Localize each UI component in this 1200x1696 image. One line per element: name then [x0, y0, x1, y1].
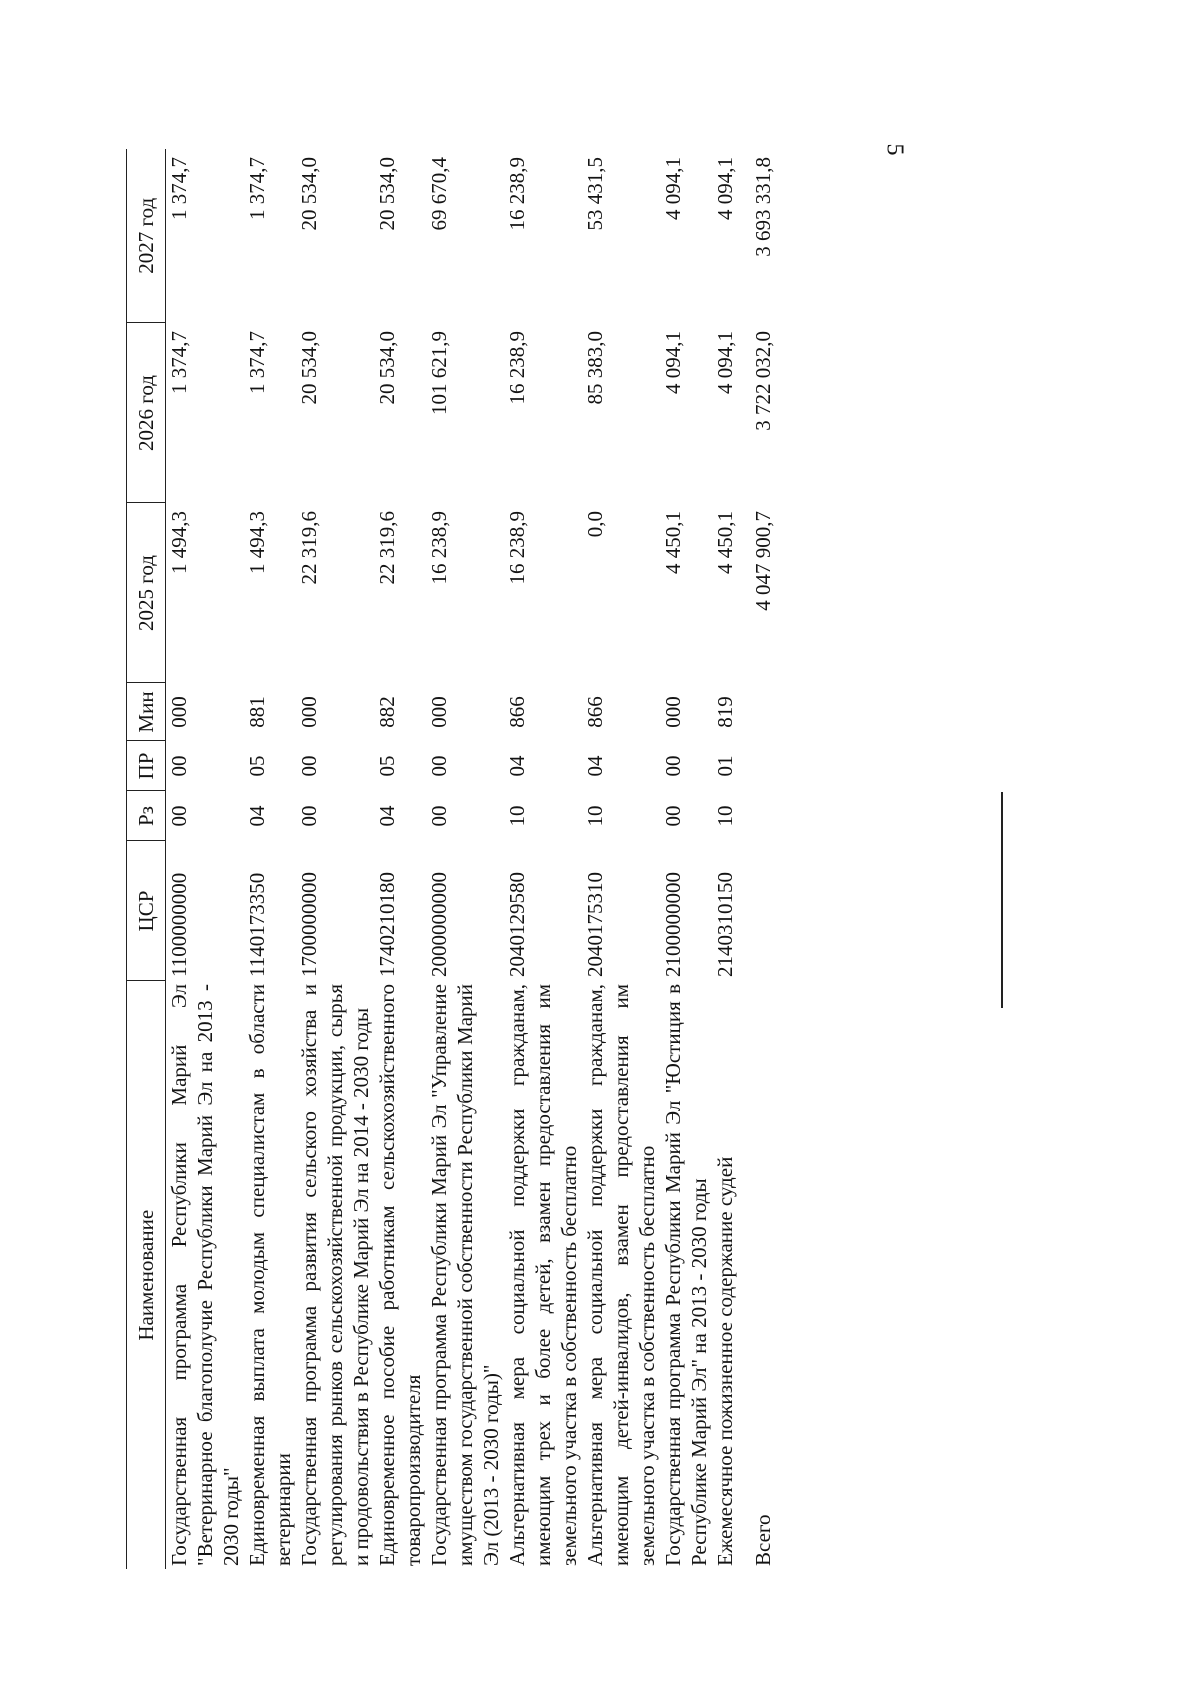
row-name: Альтернативная мера социальной поддержки гражданам, имеющим трех и более детей, взамен предоставления им земельного участка в собственность бесплатно	[505, 984, 581, 1566]
row-min: 000	[297, 696, 321, 728]
row-name: Государственная программа развития сельского хозяйства и регулирования рынков сельскохозяйственной продукции, сырья и продовольствия в Республике Марий Эл на 2014 - 2030 годы	[297, 984, 373, 1566]
row-rz: 00	[427, 805, 451, 827]
row-min: 881	[245, 696, 269, 728]
row-pr: 04	[505, 755, 529, 777]
row-csr: 1100000000	[167, 872, 191, 977]
row-2027: 16 238,9	[505, 157, 529, 231]
row-csr: 1140173350	[245, 872, 269, 977]
header-name: Наименование	[127, 981, 166, 1569]
row-csr: 1700000000	[297, 872, 321, 977]
row-pr: 04	[583, 755, 607, 777]
total-empty-rz	[738, 791, 776, 841]
row-pr: 00	[167, 755, 191, 777]
total-2026: 3 722 032,0	[751, 331, 775, 431]
table-row	[244, 149, 296, 1569]
table-header-row	[127, 149, 166, 1569]
header-2025: 2025 год	[127, 503, 166, 683]
row-2027: 20 534,0	[297, 157, 321, 231]
row-2026: 20 534,0	[375, 331, 399, 405]
row-name: Альтернативная мера социальной поддержки гражданам, имеющим детей-инвалидов, взамен предоставления им земельного участка в собственность бесплатно	[583, 984, 659, 1566]
budget-table-rotated	[126, 149, 956, 1569]
header-rz: Рз	[127, 791, 166, 841]
row-2025: 16 238,9	[505, 511, 529, 585]
row-2025: 1 494,3	[167, 511, 191, 574]
row-2026: 16 238,9	[505, 331, 529, 405]
row-2027: 1 374,7	[167, 157, 191, 220]
row-csr: 1740210180	[375, 872, 399, 977]
table-row	[504, 149, 582, 1569]
total-empty-csr	[738, 841, 776, 981]
row-min: 000	[661, 696, 685, 728]
table-row	[374, 149, 426, 1569]
row-2027: 69 670,4	[427, 157, 451, 231]
row-min: 000	[167, 696, 191, 728]
row-2026: 4 094,1	[661, 331, 685, 394]
row-2027: 4 094,1	[661, 157, 685, 220]
total-2027: 3 693 331,8	[751, 157, 775, 257]
row-2027: 20 534,0	[375, 157, 399, 231]
total-empty-min	[738, 683, 776, 741]
row-rz: 00	[661, 805, 685, 827]
table-row	[712, 149, 738, 1569]
header-min: Мин	[127, 683, 166, 741]
row-2027: 53 431,5	[583, 157, 607, 231]
row-pr: 00	[297, 755, 321, 777]
budget-table	[126, 149, 776, 1569]
table-row	[296, 149, 374, 1569]
row-2026: 4 094,1	[713, 331, 737, 394]
header-pr: ПР	[127, 741, 166, 791]
table-row	[582, 149, 660, 1569]
total-row	[738, 149, 776, 1569]
row-2027: 4 094,1	[713, 157, 737, 220]
row-csr: 2100000000	[661, 872, 685, 977]
row-name: Единовременная выплата молодым специалистам в области ветеринарии	[245, 984, 295, 1566]
row-csr: 2000000000	[427, 872, 451, 977]
row-pr: 05	[375, 755, 399, 777]
row-pr: 05	[245, 755, 269, 777]
row-name: Государственная программа Республики Марий Эл "Ветеринарное благополучие Республики Марий Эл на 2013 - 2030 годы"	[167, 984, 243, 1566]
header-2027: 2027 год	[127, 149, 166, 323]
row-rz: 10	[583, 805, 607, 827]
row-2025: 22 319,6	[297, 511, 321, 585]
header-2026: 2026 год	[127, 323, 166, 503]
row-name: Государственная программа Республики Марий Эл "Юстиция в Республике Марий Эл" на 2013 - 2030 годы	[661, 984, 711, 1566]
row-min: 866	[505, 696, 529, 728]
row-min: 882	[375, 696, 399, 728]
row-csr: 2040175310	[583, 872, 607, 977]
row-pr: 00	[661, 755, 685, 777]
row-name: Ежемесячное пожизненное содержание судей	[713, 1156, 737, 1566]
row-2025: 16 238,9	[427, 511, 451, 585]
row-min: 819	[713, 696, 737, 728]
row-rz: 04	[375, 805, 399, 827]
row-min: 000	[427, 696, 451, 728]
row-2026: 20 534,0	[297, 331, 321, 405]
end-rule-line	[1001, 792, 1003, 1008]
row-csr: 2140310150	[713, 872, 737, 977]
table-row	[426, 149, 504, 1569]
row-2025: 1 494,3	[245, 511, 269, 574]
row-2025: 22 319,6	[375, 511, 399, 585]
row-name: Единовременное пособие работникам сельскохозяйственного товаропроизводителя	[375, 984, 425, 1566]
row-rz: 04	[245, 805, 269, 827]
row-rz: 10	[505, 805, 529, 827]
page-number: 5	[881, 143, 908, 156]
row-rz: 00	[167, 805, 191, 827]
row-2027: 1 374,7	[245, 157, 269, 220]
row-2026: 1 374,7	[167, 331, 191, 394]
row-rz: 00	[297, 805, 321, 827]
row-2025: 0,0	[583, 511, 607, 538]
header-csr: ЦСР	[127, 841, 166, 981]
row-2025: 4 450,1	[661, 511, 685, 574]
row-min: 866	[583, 696, 607, 728]
row-2026: 101 621,9	[427, 331, 451, 415]
total-empty-pr	[738, 741, 776, 791]
row-name: Государственная программа Республики Марий Эл "Управление имуществом государственной собственности Республики Марий Эл (2013 - 2030 годы)"	[427, 984, 503, 1566]
row-2026: 1 374,7	[245, 331, 269, 394]
row-2025: 4 450,1	[713, 511, 737, 574]
total-2025: 4 047 900,7	[751, 511, 775, 611]
row-pr: 00	[427, 755, 451, 777]
row-pr: 01	[713, 755, 737, 777]
total-label: Всего	[751, 1514, 775, 1566]
row-2026: 85 383,0	[583, 331, 607, 405]
row-rz: 10	[713, 805, 737, 827]
row-csr: 2040129580	[505, 872, 529, 977]
table-row	[660, 149, 712, 1569]
table-row	[166, 149, 245, 1569]
